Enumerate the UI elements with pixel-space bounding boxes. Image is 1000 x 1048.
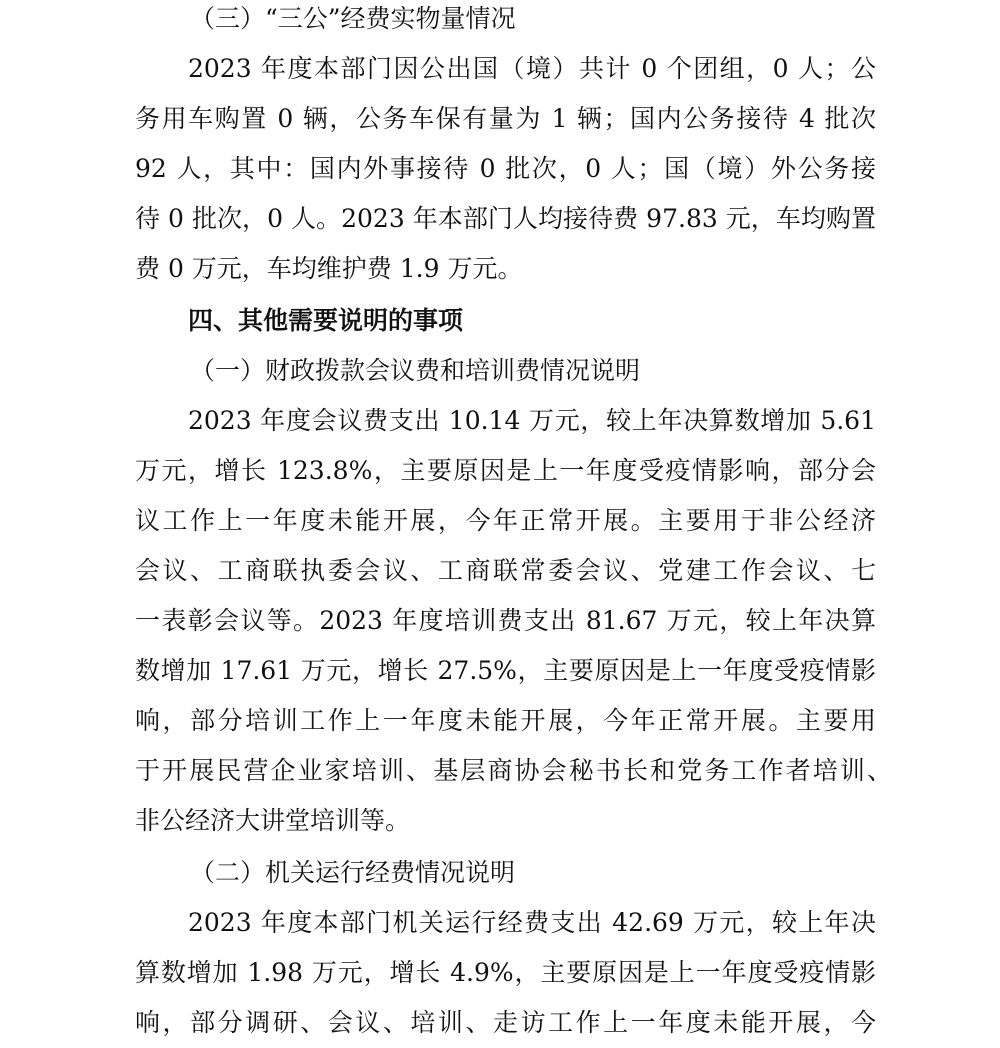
paragraph-line: 待 0 批次，0 人。2023 年本部门人均接待费 97.83 元，车均购置 bbox=[135, 204, 876, 233]
paragraph-line: 万元，增长 123.8%，主要原因是上一年度受疫情影响，部分会 bbox=[135, 456, 876, 485]
paragraph-line: 费 0 万元，车均维护费 1.9 万元。 bbox=[135, 254, 523, 283]
section-subheading: （一）财政拨款会议费和培训费情况说明 bbox=[190, 356, 641, 385]
paragraph-line: 于开展民营企业家培训、基层商协会秘书长和党务工作者培训、 bbox=[135, 756, 892, 785]
section-subheading: （三）“三公”经费实物量情况 bbox=[190, 4, 516, 33]
paragraph-line: 2023 年度本部门机关运行经费支出 42.69 万元，较上年决 bbox=[188, 908, 876, 937]
paragraph-line: 数增加 17.61 万元，增长 27.5%，主要原因是上一年度受疫情影 bbox=[135, 656, 876, 685]
section-subheading: （二）机关运行经费情况说明 bbox=[190, 858, 516, 887]
paragraph-line: 非公经济大讲堂培训等。 bbox=[135, 806, 411, 835]
section-heading: 四、其他需要说明的事项 bbox=[188, 306, 464, 335]
paragraph-line: 2023 年度本部门因公出国（境）共计 0 个团组，0 人；公 bbox=[188, 54, 876, 83]
paragraph-line: 2023 年度会议费支出 10.14 万元，较上年决算数增加 5.61 bbox=[188, 406, 876, 435]
paragraph-line: 务用车购置 0 辆，公务车保有量为 1 辆；国内公务接待 4 批次 bbox=[135, 104, 876, 133]
paragraph-line: 响，部分培训工作上一年度未能开展，今年正常开展。主要用 bbox=[135, 706, 876, 735]
paragraph-line: 会议、工商联执委会议、工商联常委会议、党建工作会议、七 bbox=[135, 556, 876, 585]
paragraph-line: 议工作上一年度未能开展，今年正常开展。主要用于非公经济 bbox=[135, 506, 876, 535]
paragraph-line: 算数增加 1.98 万元，增长 4.9%，主要原因是上一年度受疫情影 bbox=[135, 958, 876, 987]
paragraph-line: 92 人，其中：国内外事接待 0 批次，0 人；国（境）外公务接 bbox=[135, 154, 876, 183]
paragraph-line: 一表彰会议等。2023 年度培训费支出 81.67 万元，较上年决算 bbox=[135, 606, 876, 635]
paragraph-line: 响，部分调研、会议、培训、走访工作上一年度未能开展，今 bbox=[135, 1008, 876, 1037]
